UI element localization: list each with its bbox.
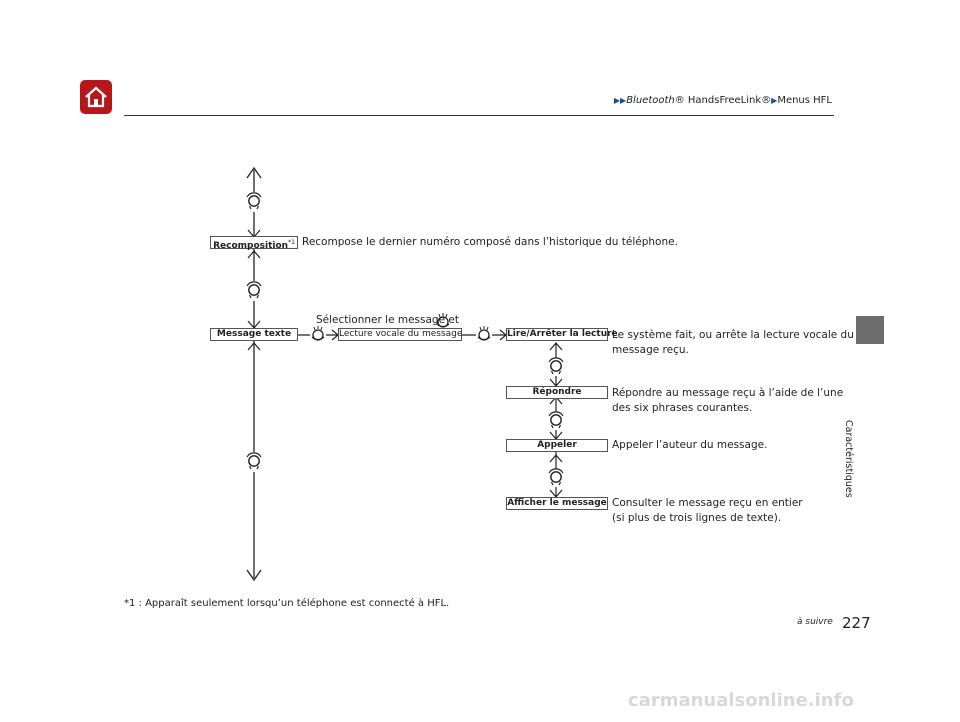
select-message-hint: Sélectionner le message et: [316, 314, 459, 326]
lire-arreter-item[interactable]: Lire/Arrêter la lecture: [507, 329, 618, 339]
recomposition-description: Recompose le dernier numéro composé dans l’historique du téléphone.: [302, 236, 678, 248]
footnote: *1 : Apparaît seulement lorsqu’un téléphone est connecté à HFL.: [124, 598, 450, 609]
repondre-item[interactable]: Répondre: [506, 386, 608, 399]
continued-label: à suivre: [797, 617, 833, 627]
watermark: carmanualsonline.info: [628, 690, 854, 711]
breadcrumb-bluetooth[interactable]: Bluetooth: [626, 95, 675, 106]
chevron-right-icon: ▶▶: [613, 96, 627, 105]
afficher-description: Consulter le message reçu en entier (si plus de trois lignes de texte).: [612, 497, 803, 524]
appeler-item[interactable]: Appeler: [506, 439, 608, 452]
breadcrumb-menus[interactable]: Menus HFL: [777, 95, 832, 106]
chevron-right-icon: ▶: [771, 96, 778, 105]
appeler-description: Appeler l’auteur du message.: [612, 439, 768, 451]
message-texte-item[interactable]: Message texte: [210, 328, 298, 341]
lecture-vocale-item[interactable]: Lecture vocale du message: [339, 329, 463, 339]
breadcrumb-hfl[interactable]: ® HandsFreeLink®: [674, 95, 772, 106]
repondre-description: Répondre au message reçu à l’aide de l’une des six phrases courantes.: [612, 387, 844, 414]
page-number: 227: [842, 614, 871, 632]
lire-description: Le système fait, ou arrête la lecture vocale du message reçu.: [612, 329, 854, 356]
section-label: Caractéristiques: [843, 420, 854, 498]
recomposition-item[interactable]: Recomposition$^{*1}$: [210, 236, 298, 249]
afficher-message-item[interactable]: Afficher le message: [507, 498, 607, 508]
